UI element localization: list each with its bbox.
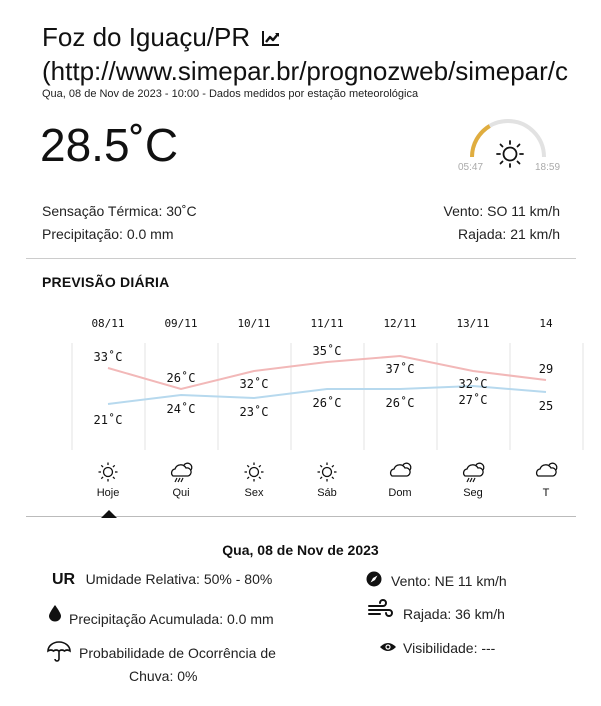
day-date-label: 11/11 <box>310 317 344 330</box>
min-temperature-label: 26˚C <box>312 396 342 410</box>
day-label: Seg <box>463 487 483 499</box>
wind-gust-icon <box>368 601 394 619</box>
chart-trend-icon[interactable] <box>261 29 281 47</box>
day-label: Sáb <box>317 487 337 499</box>
umbrella-icon <box>47 641 71 663</box>
cloud-sun-icon <box>391 463 411 476</box>
wind: Vento: SO 11 km/h <box>443 203 560 219</box>
min-temperature-label: 27˚C <box>458 393 488 407</box>
day-date-label: 09/11 <box>164 317 198 330</box>
gust: Rajada: 21 km/h <box>458 226 560 242</box>
detail-wind: Vento: NE 11 km/h <box>391 573 507 589</box>
humidity-row <box>52 571 272 589</box>
rain-probability-line2: Chuva: 0% <box>129 668 198 684</box>
day-date-label: 10/11 <box>237 317 271 330</box>
partial-icon <box>537 463 557 476</box>
rain-sun-icon <box>464 463 484 482</box>
observation-subtitle: Qua, 08 de Nov de 2023 - 10:00 - Dados medidos por estação meteorológica <box>42 88 419 100</box>
day-date-label: 14 <box>539 317 553 330</box>
day-label: Hoje <box>96 487 120 499</box>
day-label: T <box>542 487 550 499</box>
sun-icon <box>245 463 264 482</box>
humidity-value: Umidade Relativa: 50% - 80% <box>85 571 273 587</box>
min-temperature-label: 24˚C <box>166 402 196 416</box>
day-date-label: 12/11 <box>383 317 417 330</box>
sun-icon <box>497 141 523 167</box>
sun-arc-progress <box>472 126 490 157</box>
max-temperature-label: 35˚C <box>312 344 342 358</box>
rain-probability-line1: Probabilidade de Ocorrência de <box>79 645 276 661</box>
min-temperature-label: 21˚C <box>93 413 123 427</box>
sun-icon <box>318 463 337 482</box>
min-temperature-label: 23˚C <box>239 405 269 419</box>
current-temperature: 28.5˚C <box>40 119 179 171</box>
daily-forecast-chart[interactable] <box>72 310 554 515</box>
divider <box>26 258 576 259</box>
eye-icon <box>380 642 396 652</box>
drop-icon <box>49 605 61 621</box>
detail-gust: Rajada: 36 km/h <box>403 606 505 622</box>
sunrise-time: 05:47 <box>458 162 484 173</box>
detail-date: Qua, 08 de Nov de 2023 <box>222 542 379 558</box>
max-temperature-label: 32˚C <box>239 377 269 391</box>
rain-sun-icon <box>172 463 192 482</box>
location-title <box>42 22 281 53</box>
daily-forecast-title: PREVISÃO DIÁRIA <box>42 274 170 290</box>
selected-day-marker <box>101 510 117 518</box>
sun-icon <box>99 463 118 482</box>
min-temperature-label: 25 <box>538 399 554 413</box>
accumulated-precipitation: Precipitação Acumulada: 0.0 mm <box>69 611 274 627</box>
precipitation: Precipitação: 0.0 mm <box>42 226 174 242</box>
day-label: Qui <box>172 487 190 499</box>
visibility: Visibilidade: --- <box>403 640 496 656</box>
max-temperature-label: 37˚C <box>385 362 415 376</box>
sunset-time: 18:59 <box>535 162 561 173</box>
day-label: Sex <box>244 487 264 499</box>
max-temperature-label: 29 <box>538 362 554 376</box>
location-url: (http://www.simepar.br/prognozweb/simepar/c <box>42 56 568 86</box>
sun-arc-track <box>472 121 544 157</box>
location-name: Foz do Iguaçu/PR <box>42 22 251 52</box>
day-date-label: 13/11 <box>456 317 490 330</box>
max-temperature-label: 33˚C <box>93 350 123 364</box>
compass-icon <box>366 571 382 587</box>
ur-label: UR <box>52 571 76 588</box>
feels-like: Sensação Térmica: 30˚C <box>42 203 197 219</box>
day-date-label: 08/11 <box>91 317 125 330</box>
min-temperature-label: 26˚C <box>385 396 415 410</box>
day-label: Dom <box>388 487 412 499</box>
max-temperature-label: 26˚C <box>166 371 196 385</box>
max-temperature-label: 32˚C <box>458 377 488 391</box>
